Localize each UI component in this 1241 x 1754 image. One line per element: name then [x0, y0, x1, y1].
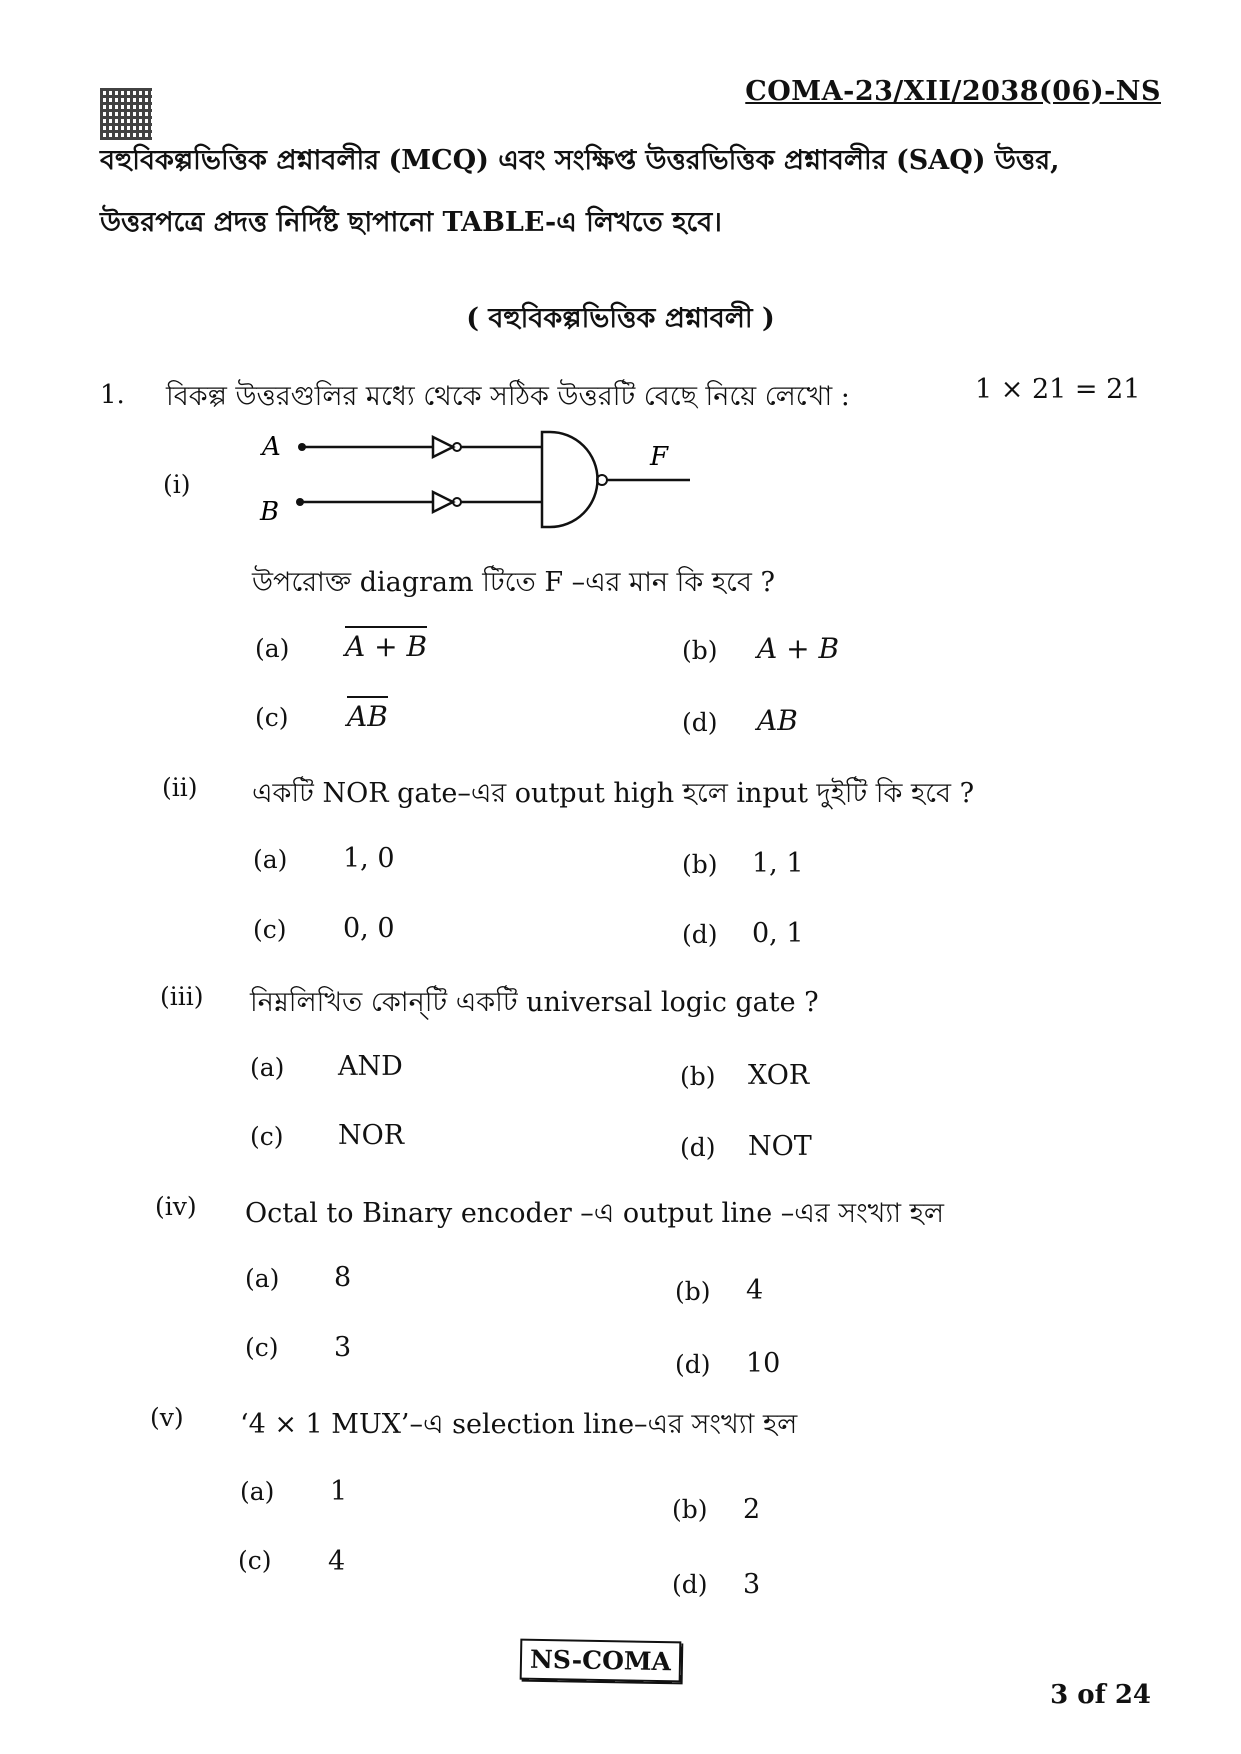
subquestion-number: (i) [163, 470, 191, 499]
logic-gate-diagram [250, 420, 710, 540]
option-label: (d) [675, 1350, 711, 1379]
subquestion-number: (v) [150, 1403, 184, 1432]
option-label: (c) [253, 915, 287, 944]
option-value: XOR [748, 1060, 810, 1091]
option-label: (c) [250, 1122, 284, 1151]
option-value: 10 [746, 1348, 781, 1379]
paper-code: COMA-23/XII/2038(06)-NS [745, 76, 1161, 107]
question-marks: 1 × 21 = 21 [975, 374, 1141, 405]
question-number: 1. [100, 380, 125, 410]
subquestion-text: Octal to Binary encoder –এ output line –এর সংখ্যা হল [245, 1198, 944, 1229]
option-value: A + B [757, 632, 840, 665]
option-value: AB [757, 704, 798, 737]
option-label: (a) [255, 634, 290, 663]
subquestion-text: একটি NOR gate–এর output high হলে input দুইটি কি হবে ? [252, 778, 975, 809]
option-label: (a) [240, 1477, 275, 1506]
option-value: 3 [334, 1332, 352, 1363]
option-value: AB [347, 700, 388, 733]
diagram-input-b: B [260, 497, 280, 527]
subquestion-number: (ii) [162, 773, 198, 802]
page-number: 3 of 24 [1050, 1680, 1151, 1710]
section-title: ( বহুবিকল্পভিত্তিক প্রশ্নাবলী ) [466, 303, 775, 334]
option-label: (a) [245, 1264, 280, 1293]
option-value: A + B [345, 630, 427, 663]
option-value: 4 [328, 1546, 346, 1577]
option-label: (b) [682, 850, 718, 879]
option-value: 4 [746, 1275, 764, 1306]
option-label: (d) [672, 1570, 708, 1599]
option-label: (c) [238, 1546, 272, 1575]
diagram-input-a: A [262, 432, 281, 462]
question-text: বিকল্প উত্তরগুলির মধ্যে থেকে সঠিক উত্তরটি বেছে নিয়ে লেখো : [166, 381, 850, 412]
option-label: (d) [682, 920, 718, 949]
option-label: (d) [680, 1133, 716, 1162]
option-value: NOT [748, 1131, 812, 1162]
option-value: 1, 1 [752, 848, 804, 879]
instruction-line-2: উত্তরপত্রে প্রদত্ত নির্দিষ্ট ছাপানো TABLE-এ লিখতে হবে। [100, 207, 722, 238]
subquestion-number: (iv) [155, 1192, 197, 1221]
option-label: (d) [682, 708, 718, 737]
option-value: AND [338, 1051, 403, 1082]
option-label: (b) [675, 1277, 711, 1306]
option-value: 8 [334, 1262, 352, 1293]
instruction-line-1: বহুবিকল্পভিত্তিক প্রশ্নাবলীর (MCQ) এবং সংক্ষিপ্ত উত্তরভিত্তিক প্রশ্নাবলীর (SAQ) উত্তর, [100, 145, 1060, 176]
option-value: 1, 0 [343, 843, 395, 874]
footer-code-box: NS-COMA [520, 1639, 682, 1683]
option-label: (a) [250, 1053, 285, 1082]
qr-code-icon [100, 88, 152, 140]
subquestion-text: নিম্নলিখিত কোন্‌টি একটি universal logic gate ? [250, 987, 819, 1018]
option-label: (c) [245, 1333, 279, 1362]
option-label: (a) [253, 845, 288, 874]
option-value: 1 [330, 1476, 348, 1507]
option-label: (b) [680, 1062, 716, 1091]
option-label: (c) [255, 703, 289, 732]
option-label: (b) [672, 1495, 708, 1524]
option-value: 2 [743, 1494, 761, 1525]
option-label: (b) [682, 636, 718, 665]
subquestion-number: (iii) [160, 982, 204, 1011]
option-value: 3 [743, 1569, 761, 1600]
subquestion-text: ‘4 × 1 MUX’–এ selection line–এর সংখ্যা হল [240, 1409, 798, 1440]
option-value: NOR [338, 1120, 405, 1151]
diagram-output-f: F [650, 442, 669, 472]
option-value: 0, 1 [752, 918, 804, 949]
subquestion-text: উপরোক্ত diagram টিতে F –এর মান কি হবে ? [252, 567, 775, 598]
option-value: 0, 0 [343, 913, 395, 944]
